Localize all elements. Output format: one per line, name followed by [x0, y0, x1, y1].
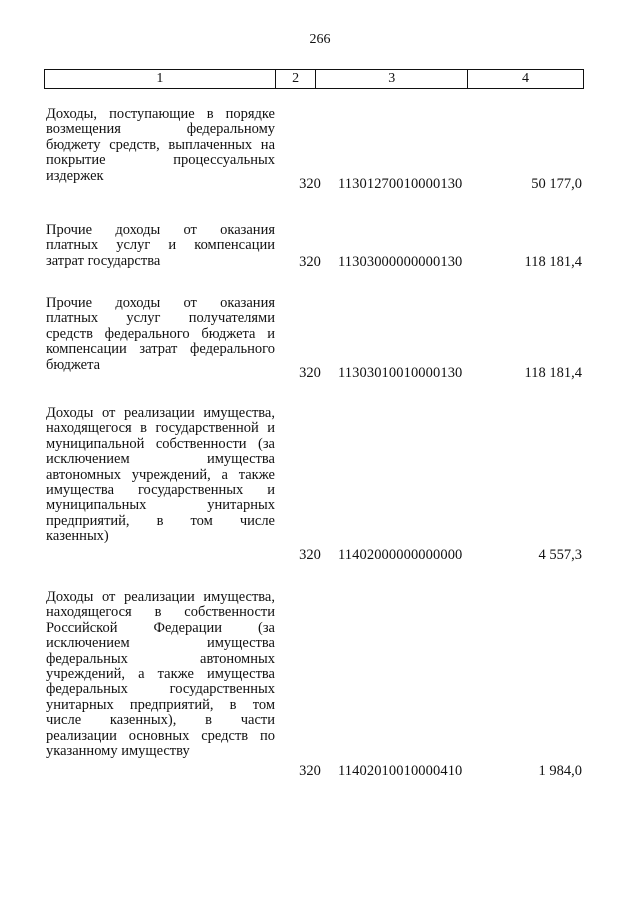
description-line: федеральных государственных	[46, 681, 275, 698]
description-line: учреждений, а также имущества	[46, 666, 275, 683]
description-line: находящегося в собственности	[46, 604, 275, 621]
description-line: числе казенных), в части	[46, 712, 275, 729]
row-description	[46, 107, 275, 184]
description-line: муниципальной собственности (за	[46, 435, 275, 452]
column-header-4: 4	[468, 70, 584, 89]
description-line: компенсации затрат федерального	[46, 341, 275, 358]
row-column-2: 320	[299, 176, 321, 192]
description-line: Доходы от реализации имущества,	[46, 405, 275, 421]
description-line: покрытие процессуальных	[46, 152, 275, 169]
row-amount: 50 177,0	[531, 176, 582, 192]
row-code: 11303000000000130	[338, 254, 463, 270]
description-line: исключением имущества	[46, 635, 275, 652]
description-line: исключением имущества	[46, 451, 275, 468]
row-column-2: 320	[299, 365, 321, 381]
description-line: издержек	[46, 167, 104, 184]
description-line: бюджету средств, выплаченных на	[46, 136, 275, 153]
row-description	[46, 223, 275, 269]
description-line: реализации основных средств по	[46, 727, 275, 744]
row-amount: 118 181,4	[524, 365, 582, 381]
description-line: платных услуг и компенсации	[46, 237, 275, 254]
description-line: бюджета	[46, 356, 101, 373]
column-header-table	[44, 69, 584, 89]
row-code: 11303010010000130	[338, 365, 463, 381]
description-line: Прочие доходы от оказания	[46, 222, 275, 238]
row-code: 11402000000000000	[338, 547, 463, 563]
column-header-3: 3	[316, 70, 468, 89]
column-header-2: 2	[275, 70, 316, 89]
description-line: унитарных предприятий, в том	[46, 696, 275, 713]
description-line: имущества государственных и	[46, 482, 275, 499]
row-code: 11402010010000410	[338, 763, 463, 779]
row-amount: 4 557,3	[538, 547, 582, 563]
description-line: возмещения федеральному	[46, 121, 275, 138]
row-amount: 1 984,0	[538, 763, 582, 779]
description-line: предприятий, в том числе	[46, 512, 275, 529]
row-code: 11301270010000130	[338, 176, 463, 192]
row-column-2: 320	[299, 547, 321, 563]
description-line: Доходы от реализации имущества,	[46, 589, 275, 605]
row-description	[46, 406, 275, 545]
description-line: автономных учреждений, а также	[46, 466, 275, 483]
column-header-1: 1	[45, 70, 276, 89]
description-line: платных услуг получателями	[46, 310, 275, 327]
column-header-row	[45, 70, 584, 89]
description-line: Российской Федерации (за	[46, 619, 275, 636]
description-line: находящегося в государственной и	[46, 420, 275, 437]
description-line: муниципальных унитарных	[46, 497, 275, 514]
description-line: затрат государства	[46, 252, 161, 269]
description-line: указанному имуществу	[46, 743, 190, 760]
description-line: федеральных автономных	[46, 650, 275, 667]
row-description	[46, 590, 275, 759]
row-column-2: 320	[299, 763, 321, 779]
description-line: Доходы, поступающие в порядке	[46, 106, 275, 122]
description-line: казенных)	[46, 528, 109, 545]
row-description	[46, 296, 275, 373]
description-line: Прочие доходы от оказания	[46, 295, 275, 311]
description-line: средств федерального бюджета и	[46, 325, 275, 342]
row-column-2: 320	[299, 254, 321, 270]
page-number: 266	[309, 32, 331, 47]
row-amount: 118 181,4	[524, 254, 582, 270]
